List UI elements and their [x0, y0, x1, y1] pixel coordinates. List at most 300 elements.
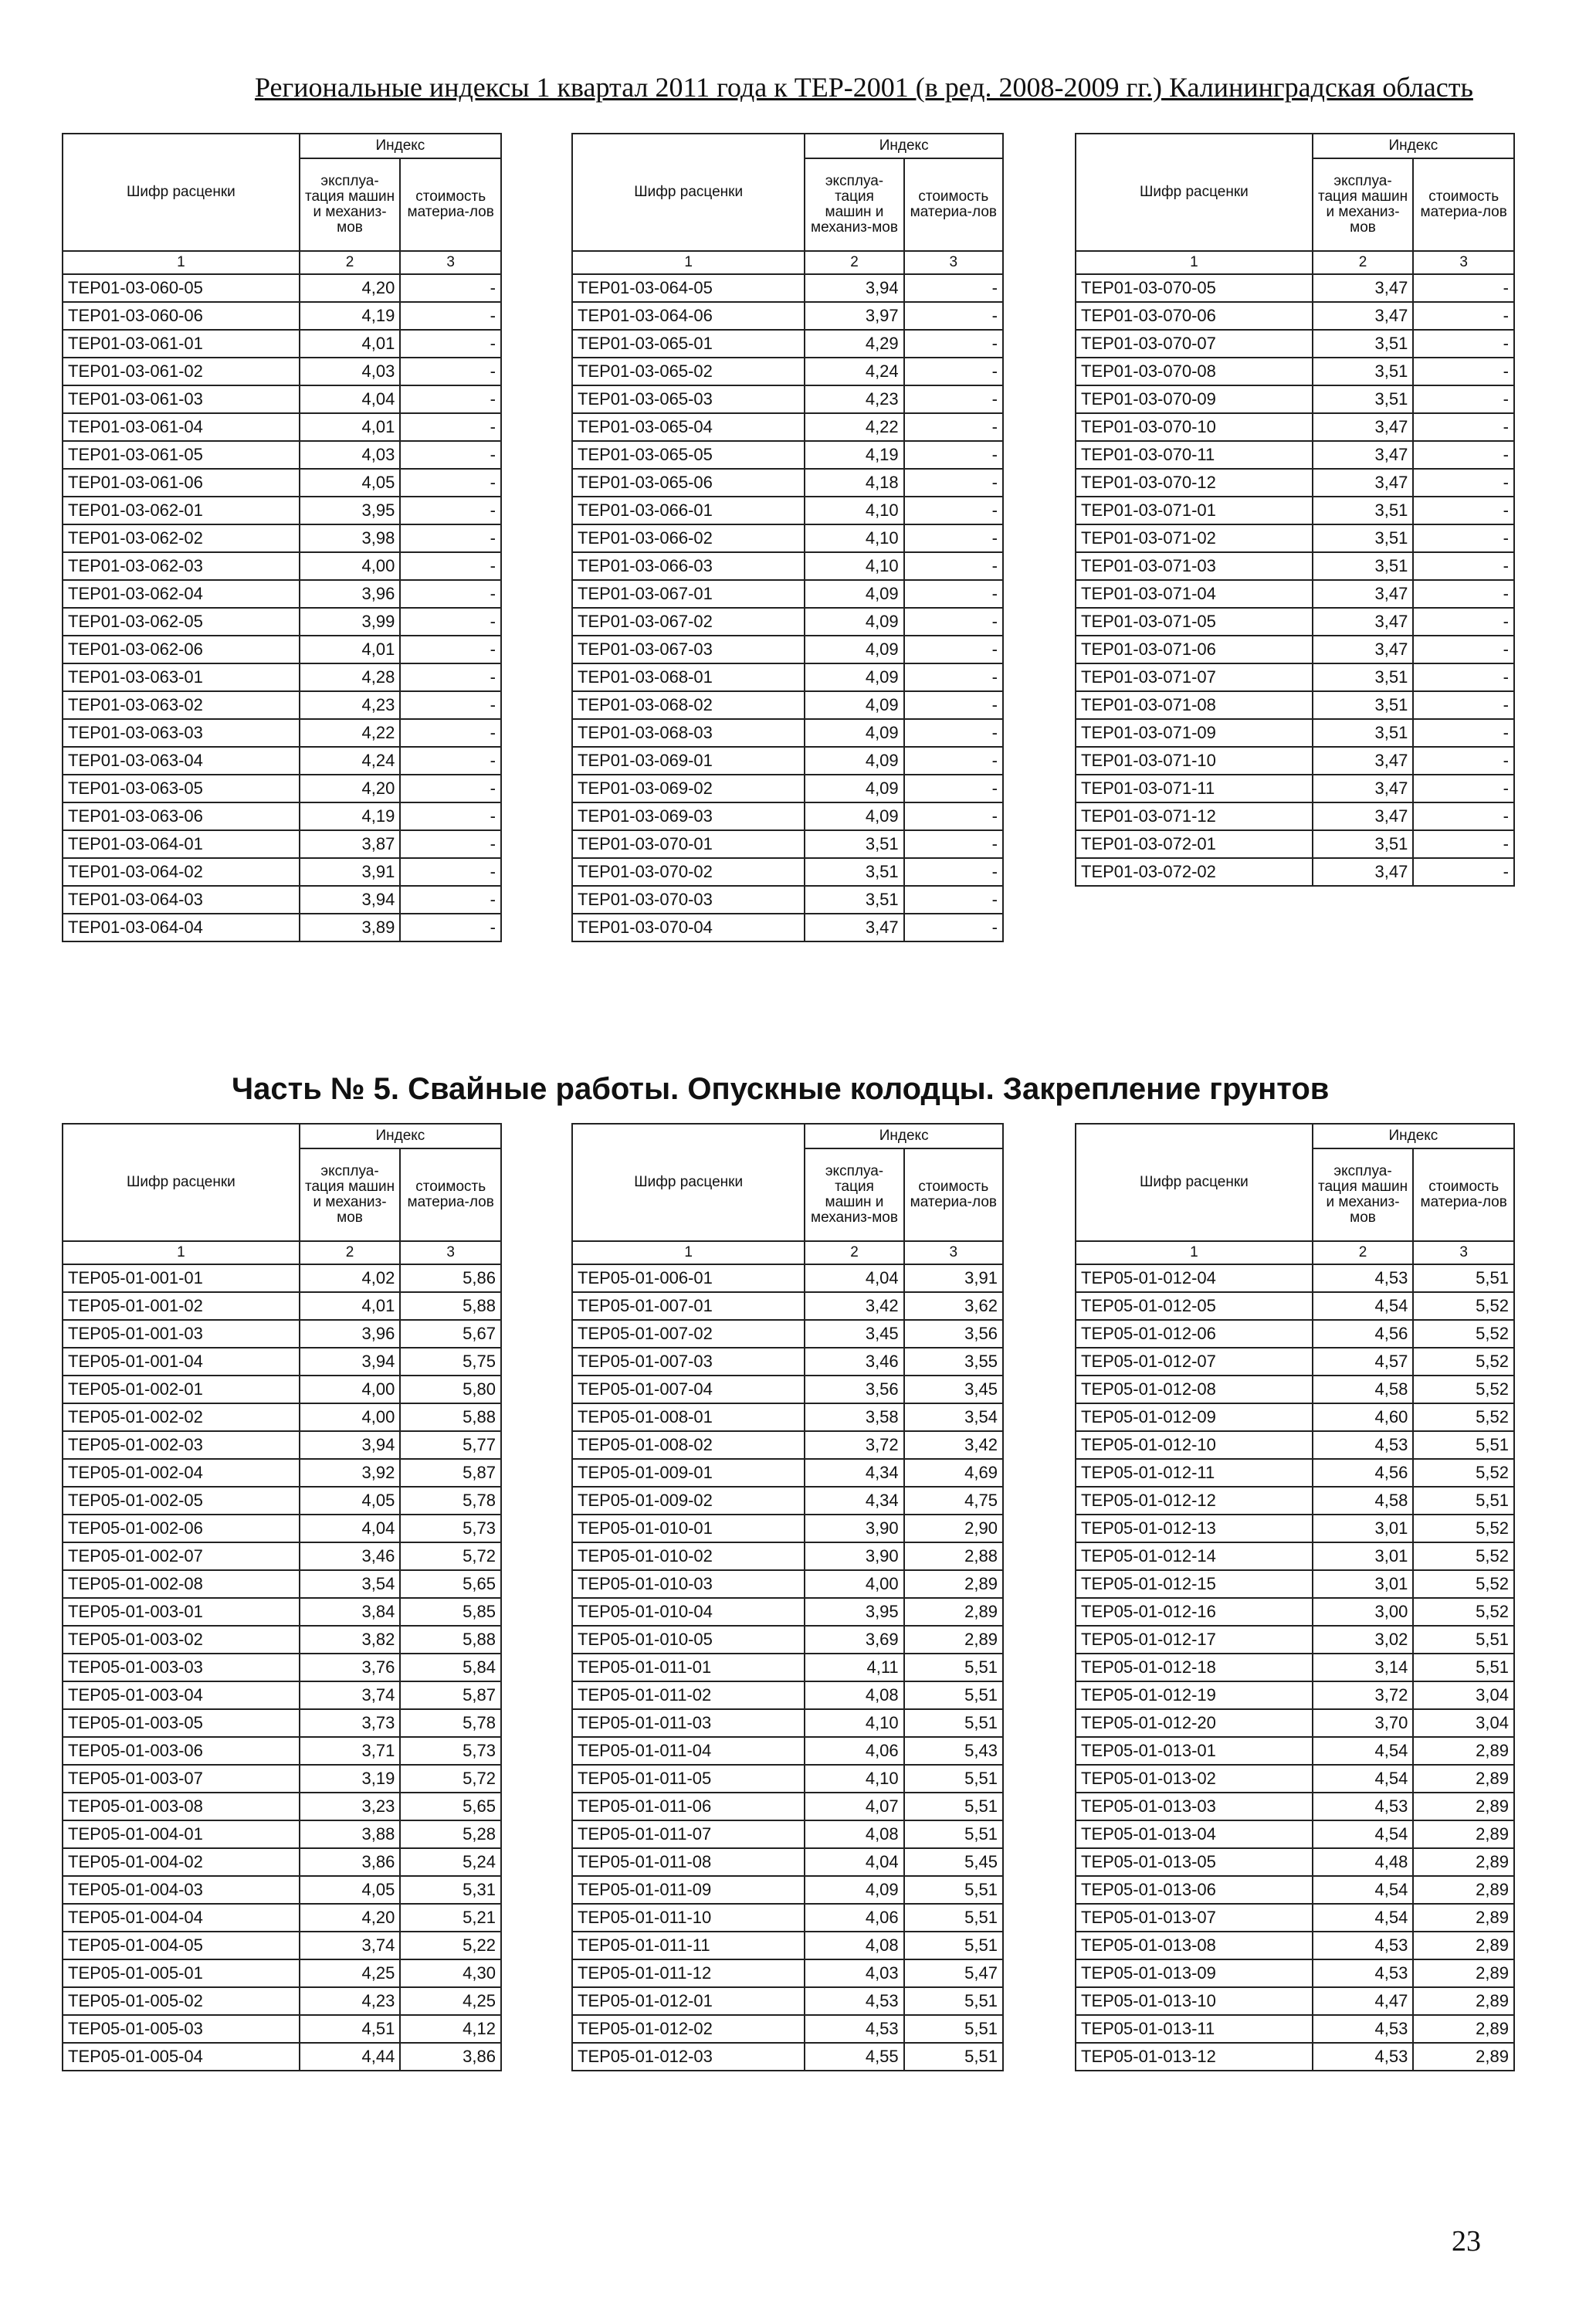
materials-index-cell: - — [400, 274, 501, 302]
table-row — [63, 274, 501, 302]
rate-code-cell: ТЕР05-01-003-08 — [63, 1793, 300, 1820]
rate-code-cell: ТЕР01-03-064-06 — [572, 302, 805, 330]
materials-index-cell: - — [1413, 330, 1514, 358]
materials-index-cell: - — [400, 858, 501, 886]
column-header-index: Индекс — [1313, 1124, 1514, 1148]
machines-index-cell: 4,20 — [300, 775, 401, 802]
table-row — [1076, 580, 1514, 608]
rate-code-cell: ТЕР01-03-064-04 — [63, 914, 300, 941]
table-row — [1076, 830, 1514, 858]
machines-index-cell: 4,04 — [300, 1515, 401, 1542]
machines-index-cell: 4,56 — [1313, 1320, 1414, 1348]
table-row — [63, 775, 501, 802]
rate-code-cell: ТЕР01-03-071-03 — [1076, 552, 1313, 580]
materials-index-cell: - — [400, 413, 501, 441]
materials-index-cell: 4,12 — [400, 2015, 501, 2043]
rate-code-cell: ТЕР01-03-060-05 — [63, 274, 300, 302]
machines-index-cell: 4,53 — [1313, 2043, 1414, 2071]
machines-index-cell: 4,09 — [805, 747, 903, 775]
machines-index-cell: 4,53 — [805, 2015, 903, 2043]
rate-code-cell: ТЕР05-01-012-12 — [1076, 1487, 1313, 1515]
rate-code-cell: ТЕР05-01-002-04 — [63, 1459, 300, 1487]
rate-code-cell: ТЕР01-03-061-02 — [63, 358, 300, 385]
materials-index-cell: 5,51 — [904, 2043, 1003, 2071]
rate-code-cell: ТЕР01-03-061-04 — [63, 413, 300, 441]
table-row — [572, 2043, 1003, 2071]
machines-index-cell: 4,29 — [805, 330, 903, 358]
machines-index-cell: 4,19 — [300, 302, 401, 330]
table-row — [1076, 274, 1514, 302]
materials-index-cell: 5,51 — [904, 1932, 1003, 1959]
rate-code-cell: ТЕР01-03-062-01 — [63, 497, 300, 524]
machines-index-cell: 4,34 — [805, 1487, 903, 1515]
rate-code-cell: ТЕР01-03-071-02 — [1076, 524, 1313, 552]
table-row — [572, 1848, 1003, 1876]
table-row — [1076, 691, 1514, 719]
materials-index-cell: 3,45 — [904, 1376, 1003, 1403]
machines-index-cell: 3,01 — [1313, 1570, 1414, 1598]
column-header-machines: эксплуа-тация машин и механиз-мов — [805, 1148, 903, 1241]
materials-index-cell: - — [904, 747, 1003, 775]
machines-index-cell: 4,20 — [300, 274, 401, 302]
table-row — [572, 1876, 1003, 1904]
column-header-machines: эксплуа-тация машин и механиз-мов — [805, 158, 903, 251]
materials-index-cell: - — [1413, 636, 1514, 663]
rate-code-cell: ТЕР01-03-062-03 — [63, 552, 300, 580]
table-row — [1076, 524, 1514, 552]
rate-code-cell: ТЕР01-03-071-12 — [1076, 802, 1313, 830]
materials-index-cell: - — [904, 719, 1003, 747]
machines-index-cell: 4,58 — [1313, 1376, 1414, 1403]
machines-index-cell: 3,72 — [1313, 1681, 1414, 1709]
table-row — [63, 830, 501, 858]
index-table-2 — [571, 133, 1004, 942]
materials-index-cell: 2,89 — [1413, 1820, 1514, 1848]
table-row — [572, 1542, 1003, 1570]
materials-index-cell: - — [904, 358, 1003, 385]
rate-code-cell: ТЕР01-03-060-06 — [63, 302, 300, 330]
table-row — [572, 1598, 1003, 1626]
materials-index-cell: - — [400, 497, 501, 524]
column-number: 3 — [400, 251, 501, 274]
table-row — [1076, 1431, 1514, 1459]
materials-index-cell: 2,89 — [1413, 1932, 1514, 1959]
table-row — [572, 775, 1003, 802]
rate-code-cell: ТЕР05-01-005-04 — [63, 2043, 300, 2071]
table-row — [1076, 1820, 1514, 1848]
rate-code-cell: ТЕР05-01-012-18 — [1076, 1654, 1313, 1681]
column-number: 2 — [300, 251, 401, 274]
rate-code-cell: ТЕР05-01-010-05 — [572, 1626, 805, 1654]
machines-index-cell: 4,44 — [300, 2043, 401, 2071]
table-row — [572, 1681, 1003, 1709]
table-row — [1076, 858, 1514, 886]
table-row — [63, 1515, 501, 1542]
materials-index-cell: - — [1413, 497, 1514, 524]
materials-index-cell: 3,55 — [904, 1348, 1003, 1376]
table-row — [1076, 330, 1514, 358]
machines-index-cell: 3,00 — [1313, 1598, 1414, 1626]
table-row — [572, 1987, 1003, 2015]
machines-index-cell: 4,48 — [1313, 1848, 1414, 1876]
table-row — [63, 580, 501, 608]
machines-index-cell: 4,53 — [1313, 1793, 1414, 1820]
rate-code-cell: ТЕР01-03-071-08 — [1076, 691, 1313, 719]
rate-code-cell: ТЕР01-03-070-07 — [1076, 330, 1313, 358]
rate-code-cell: ТЕР01-03-069-01 — [572, 747, 805, 775]
rate-code-cell: ТЕР01-03-062-04 — [63, 580, 300, 608]
materials-index-cell: 5,21 — [400, 1904, 501, 1932]
rate-code-cell: ТЕР01-03-063-03 — [63, 719, 300, 747]
materials-index-cell: - — [400, 636, 501, 663]
machines-index-cell: 4,09 — [805, 719, 903, 747]
rate-code-cell: ТЕР05-01-004-02 — [63, 1848, 300, 1876]
rate-code-cell: ТЕР05-01-013-07 — [1076, 1904, 1313, 1932]
materials-index-cell: 2,89 — [904, 1626, 1003, 1654]
machines-index-cell: 4,18 — [805, 469, 903, 497]
materials-index-cell: - — [400, 747, 501, 775]
table-row — [1076, 302, 1514, 330]
materials-index-cell: - — [400, 302, 501, 330]
rate-code-cell: ТЕР05-01-013-05 — [1076, 1848, 1313, 1876]
materials-index-cell: - — [400, 914, 501, 941]
table-row — [63, 1348, 501, 1376]
machines-index-cell: 4,07 — [805, 1793, 903, 1820]
rate-code-cell: ТЕР05-01-013-01 — [1076, 1737, 1313, 1765]
column-header-materials: стоимость материа-лов — [904, 158, 1003, 251]
rate-code-cell: ТЕР05-01-010-02 — [572, 1542, 805, 1570]
machines-index-cell: 4,05 — [300, 1876, 401, 1904]
rate-code-cell: ТЕР05-01-001-02 — [63, 1292, 300, 1320]
materials-index-cell: 5,51 — [904, 1904, 1003, 1932]
materials-index-cell: 3,54 — [904, 1403, 1003, 1431]
materials-index-cell: 5,24 — [400, 1848, 501, 1876]
rate-code-cell: ТЕР05-01-007-02 — [572, 1320, 805, 1348]
machines-index-cell: 4,01 — [300, 413, 401, 441]
column-number-row — [572, 251, 1003, 274]
materials-index-cell: 5,45 — [904, 1848, 1003, 1876]
rate-code-cell: ТЕР01-03-062-05 — [63, 608, 300, 636]
table-row — [63, 914, 501, 941]
header-row — [63, 134, 501, 158]
rate-code-cell: ТЕР01-03-063-05 — [63, 775, 300, 802]
rate-code-cell: ТЕР05-01-007-04 — [572, 1376, 805, 1403]
materials-index-cell: 2,88 — [904, 1542, 1003, 1570]
materials-index-cell: 5,73 — [400, 1515, 501, 1542]
materials-index-cell: - — [904, 580, 1003, 608]
machines-index-cell: 4,53 — [1313, 1932, 1414, 1959]
table-row — [63, 1681, 501, 1709]
machines-index-cell: 3,51 — [805, 830, 903, 858]
materials-index-cell: 5,72 — [400, 1542, 501, 1570]
rate-code-cell: ТЕР01-03-067-03 — [572, 636, 805, 663]
table-row — [572, 1264, 1003, 1292]
materials-index-cell: - — [1413, 691, 1514, 719]
materials-index-cell: 5,51 — [1413, 1264, 1514, 1292]
machines-index-cell: 3,01 — [1313, 1515, 1414, 1542]
materials-index-cell: 5,88 — [400, 1292, 501, 1320]
table-row — [1076, 497, 1514, 524]
table-row — [572, 1515, 1003, 1542]
materials-index-cell: - — [1413, 552, 1514, 580]
table-row — [572, 636, 1003, 663]
table-row — [63, 1848, 501, 1876]
machines-index-cell: 4,53 — [1313, 1264, 1414, 1292]
materials-index-cell: 2,89 — [1413, 2015, 1514, 2043]
materials-index-cell: - — [400, 580, 501, 608]
header-row — [1076, 1124, 1514, 1148]
machines-index-cell: 4,28 — [300, 663, 401, 691]
materials-index-cell: 5,51 — [904, 1654, 1003, 1681]
rate-code-cell: ТЕР05-01-012-09 — [1076, 1403, 1313, 1431]
column-header-index: Индекс — [300, 134, 501, 158]
column-header-index: Индекс — [300, 1124, 501, 1148]
machines-index-cell: 3,47 — [1313, 858, 1414, 886]
machines-index-cell: 3,89 — [300, 914, 401, 941]
table-row — [63, 1598, 501, 1626]
materials-index-cell: - — [400, 358, 501, 385]
materials-index-cell: - — [400, 663, 501, 691]
index-table-6 — [1075, 1123, 1515, 2071]
rate-code-cell: ТЕР01-03-063-06 — [63, 802, 300, 830]
machines-index-cell: 4,10 — [805, 497, 903, 524]
machines-index-cell: 4,54 — [1313, 1737, 1414, 1765]
materials-index-cell: 5,78 — [400, 1709, 501, 1737]
machines-index-cell: 3,51 — [1313, 552, 1414, 580]
materials-index-cell: - — [904, 302, 1003, 330]
materials-index-cell: 3,86 — [400, 2043, 501, 2071]
column-header-index: Индекс — [1313, 134, 1514, 158]
rate-code-cell: ТЕР05-01-011-05 — [572, 1765, 805, 1793]
rate-code-cell: ТЕР05-01-013-08 — [1076, 1932, 1313, 1959]
materials-index-cell: - — [1413, 441, 1514, 469]
rate-code-cell: ТЕР05-01-001-01 — [63, 1264, 300, 1292]
rate-code-cell: ТЕР05-01-011-02 — [572, 1681, 805, 1709]
machines-index-cell: 4,10 — [805, 1709, 903, 1737]
machines-index-cell: 4,55 — [805, 2043, 903, 2071]
table-row — [1076, 1793, 1514, 1820]
materials-index-cell: 5,52 — [1413, 1515, 1514, 1542]
table-row — [1076, 1459, 1514, 1487]
materials-index-cell: - — [904, 469, 1003, 497]
rate-code-cell: ТЕР05-01-011-07 — [572, 1820, 805, 1848]
table-row — [1076, 1765, 1514, 1793]
machines-index-cell: 3,84 — [300, 1598, 401, 1626]
table-row — [572, 580, 1003, 608]
column-header-code: Шифр расценки — [63, 1124, 300, 1241]
machines-index-cell: 4,20 — [300, 1904, 401, 1932]
rate-code-cell: ТЕР01-03-068-03 — [572, 719, 805, 747]
materials-index-cell: - — [1413, 830, 1514, 858]
table-row — [1076, 663, 1514, 691]
column-header-code: Шифр расценки — [572, 134, 805, 251]
table-row — [63, 663, 501, 691]
table-row — [572, 1654, 1003, 1681]
table-row — [572, 830, 1003, 858]
column-header-materials: стоимость материа-лов — [400, 1148, 501, 1241]
materials-index-cell: - — [400, 886, 501, 914]
column-header-materials: стоимость материа-лов — [1413, 158, 1514, 251]
materials-index-cell: - — [400, 775, 501, 802]
rate-code-cell: ТЕР01-03-068-01 — [572, 663, 805, 691]
machines-index-cell: 3,90 — [805, 1515, 903, 1542]
table-row — [63, 1459, 501, 1487]
machines-index-cell: 3,47 — [1313, 636, 1414, 663]
machines-index-cell: 4,56 — [1313, 1459, 1414, 1487]
materials-index-cell: 5,51 — [1413, 1626, 1514, 1654]
materials-index-cell: 5,51 — [904, 2015, 1003, 2043]
machines-index-cell: 4,22 — [805, 413, 903, 441]
table-row — [63, 1932, 501, 1959]
table-row — [63, 719, 501, 747]
materials-index-cell: 5,51 — [1413, 1431, 1514, 1459]
machines-index-cell: 4,19 — [805, 441, 903, 469]
materials-index-cell: 4,30 — [400, 1959, 501, 1987]
rate-code-cell: ТЕР01-03-070-08 — [1076, 358, 1313, 385]
rate-code-cell: ТЕР05-01-005-03 — [63, 2015, 300, 2043]
table-row — [572, 385, 1003, 413]
table-row — [63, 1765, 501, 1793]
table-row — [63, 524, 501, 552]
table-row — [572, 469, 1003, 497]
materials-index-cell: - — [1413, 802, 1514, 830]
materials-index-cell: - — [400, 830, 501, 858]
machines-index-cell: 4,03 — [805, 1959, 903, 1987]
rate-code-cell: ТЕР01-03-070-06 — [1076, 302, 1313, 330]
materials-index-cell: 5,43 — [904, 1737, 1003, 1765]
materials-index-cell: - — [400, 719, 501, 747]
materials-index-cell: - — [400, 524, 501, 552]
table-row — [572, 1487, 1003, 1515]
machines-index-cell: 3,98 — [300, 524, 401, 552]
table-row — [1076, 719, 1514, 747]
materials-index-cell: 3,56 — [904, 1320, 1003, 1348]
rate-code-cell: ТЕР05-01-011-11 — [572, 1932, 805, 1959]
materials-index-cell: - — [904, 858, 1003, 886]
rate-code-cell: ТЕР01-03-070-02 — [572, 858, 805, 886]
machines-index-cell: 4,23 — [300, 691, 401, 719]
machines-index-cell: 3,71 — [300, 1737, 401, 1765]
machines-index-cell: 3,46 — [300, 1542, 401, 1570]
table-row — [1076, 469, 1514, 497]
materials-index-cell: - — [400, 802, 501, 830]
machines-index-cell: 4,47 — [1313, 1987, 1414, 2015]
rate-code-cell: ТЕР05-01-012-05 — [1076, 1292, 1313, 1320]
rate-code-cell: ТЕР05-01-013-12 — [1076, 2043, 1313, 2071]
materials-index-cell: - — [904, 524, 1003, 552]
rate-code-cell: ТЕР01-03-065-03 — [572, 385, 805, 413]
section-title: Часть № 5. Свайные работы. Опускные колодцы. Закрепление грунтов — [232, 1072, 1330, 1106]
machines-index-cell: 4,53 — [805, 1987, 903, 2015]
materials-index-cell: 5,22 — [400, 1932, 501, 1959]
materials-index-cell: - — [904, 886, 1003, 914]
rate-code-cell: ТЕР01-03-068-02 — [572, 691, 805, 719]
machines-index-cell: 4,09 — [805, 775, 903, 802]
rate-code-cell: ТЕР01-03-071-11 — [1076, 775, 1313, 802]
column-header-machines: эксплуа-тация машин и механиз-мов — [1313, 1148, 1414, 1241]
materials-index-cell: - — [904, 636, 1003, 663]
column-header-code: Шифр расценки — [63, 134, 300, 251]
table-row — [572, 524, 1003, 552]
materials-index-cell: 5,52 — [1413, 1459, 1514, 1487]
table-row — [63, 1876, 501, 1904]
table-row — [1076, 413, 1514, 441]
table-row — [1076, 775, 1514, 802]
table-row — [1076, 1681, 1514, 1709]
column-number: 3 — [1413, 251, 1514, 274]
rate-code-cell: ТЕР05-01-011-12 — [572, 1959, 805, 1987]
table-row — [1076, 1598, 1514, 1626]
machines-index-cell: 4,53 — [1313, 2015, 1414, 2043]
table-row — [572, 1376, 1003, 1403]
table-row — [1076, 1487, 1514, 1515]
index-table-5 — [571, 1123, 1004, 2071]
column-header-index: Индекс — [805, 1124, 1003, 1148]
machines-index-cell: 3,47 — [1313, 413, 1414, 441]
column-number-row — [1076, 1241, 1514, 1264]
materials-index-cell: - — [904, 608, 1003, 636]
table-row — [63, 1709, 501, 1737]
rate-code-cell: ТЕР05-01-012-14 — [1076, 1542, 1313, 1570]
materials-index-cell: 5,88 — [400, 1626, 501, 1654]
machines-index-cell: 4,09 — [805, 608, 903, 636]
machines-index-cell: 4,57 — [1313, 1348, 1414, 1376]
column-number: 3 — [904, 251, 1003, 274]
table-row — [1076, 1904, 1514, 1932]
machines-index-cell: 3,47 — [1313, 608, 1414, 636]
machines-index-cell: 3,72 — [805, 1431, 903, 1459]
machines-index-cell: 4,00 — [300, 552, 401, 580]
machines-index-cell: 4,60 — [1313, 1403, 1414, 1431]
column-header-code: Шифр расценки — [1076, 134, 1313, 251]
machines-index-cell: 3,99 — [300, 608, 401, 636]
machines-index-cell: 3,47 — [1313, 274, 1414, 302]
machines-index-cell: 3,47 — [1313, 775, 1414, 802]
materials-index-cell: - — [400, 385, 501, 413]
machines-index-cell: 3,86 — [300, 1848, 401, 1876]
materials-index-cell: 4,25 — [400, 1987, 501, 2015]
column-header-materials: стоимость материа-лов — [400, 158, 501, 251]
rate-code-cell: ТЕР05-01-003-07 — [63, 1765, 300, 1793]
table-row — [1076, 1848, 1514, 1876]
table-row — [572, 302, 1003, 330]
rate-code-cell: ТЕР05-01-001-03 — [63, 1320, 300, 1348]
materials-index-cell: - — [400, 469, 501, 497]
rate-code-cell: ТЕР05-01-012-07 — [1076, 1348, 1313, 1376]
machines-index-cell: 4,54 — [1313, 1765, 1414, 1793]
rate-code-cell: ТЕР05-01-008-02 — [572, 1431, 805, 1459]
header-row — [1076, 134, 1514, 158]
table-row — [572, 1820, 1003, 1848]
rate-code-cell: ТЕР01-03-070-01 — [572, 830, 805, 858]
machines-index-cell: 4,24 — [300, 747, 401, 775]
column-number: 1 — [572, 251, 805, 274]
rate-code-cell: ТЕР01-03-069-03 — [572, 802, 805, 830]
materials-index-cell: 5,88 — [400, 1403, 501, 1431]
rate-code-cell: ТЕР05-01-009-02 — [572, 1487, 805, 1515]
machines-index-cell: 3,51 — [805, 858, 903, 886]
machines-index-cell: 4,22 — [300, 719, 401, 747]
table-row — [63, 1570, 501, 1598]
rate-code-cell: ТЕР01-03-067-02 — [572, 608, 805, 636]
machines-index-cell: 4,19 — [300, 802, 401, 830]
table-row — [572, 1348, 1003, 1376]
machines-index-cell: 3,90 — [805, 1542, 903, 1570]
rate-code-cell: ТЕР05-01-007-01 — [572, 1292, 805, 1320]
materials-index-cell: - — [904, 385, 1003, 413]
rate-code-cell: ТЕР05-01-003-06 — [63, 1737, 300, 1765]
rate-code-cell: ТЕР05-01-004-03 — [63, 1876, 300, 1904]
